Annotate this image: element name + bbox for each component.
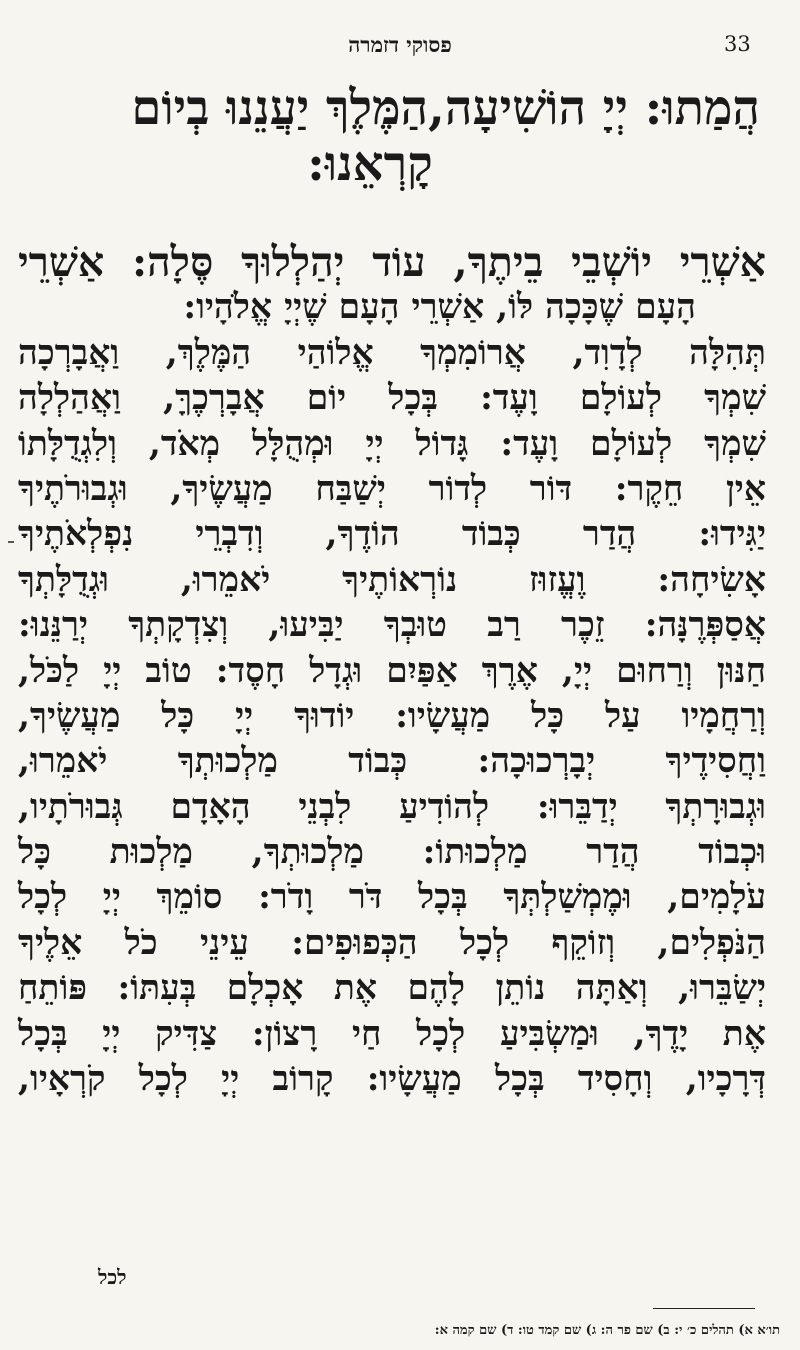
text-line-8: אָשִׂיחָה: וֶעֱזוּז נוֹרְאוֹתֶיךָ יֹאמֵרוּ, וּגְדֻלָּתְךָ bbox=[18, 559, 766, 600]
text-line-14: וּכְבוֹד הֲדַר מַלְכוּתוֹ: מַלְכוּתְךָ, מַלְכוּת כָּל bbox=[18, 832, 766, 873]
text-line-17: יְשַׂבֵּרוּ, וְאַתָּה נוֹתֵן לָהֶם אֶת אָכְלָם בְּעִתּוֹ: פּוֹתֵחַ bbox=[18, 968, 766, 1009]
text-line-6: אֵין חֵקֶר: דּוֹר לְדוֹר יְשַׁבַּח מַעֲשֶׂיךָ, וּגְבוּרֹתֶיךָ bbox=[18, 468, 766, 509]
footnotes: תו׳א א) תהלים כ׳ י: ב) שם פר ה: ג) שם קמד טו: ד) שם קמה א: bbox=[434, 1323, 780, 1338]
running-title: פסוקי דזמרה bbox=[348, 32, 452, 57]
text-line-10: חַנּוּן וְרַחוּם יְיָ, אֶרֶךְ אַפַּיִם וּגְדָל חָסֶד: טוֹב יְיָ לַכֹּל, bbox=[18, 650, 766, 691]
text-line-3: תְּהִלָּה לְדָוִד, אֲרוֹמִמְךָ אֱלוֹהַי הַמֶּלֶךְ, וַאֲבָרְכָה bbox=[18, 332, 766, 373]
text-line-2: הָעָם שֶׁכָּכָה לּוֹ, אַשְׁרֵי הָעָם שֶׁיְיָ אֱלֹהָיו: bbox=[183, 287, 696, 328]
catchword: לכל bbox=[98, 1265, 127, 1289]
heading-line-1: הֲמַתוּ: יְיָ הוֹשִׁיעָה,הַמֶּלֶךְ יַעֲנֵנוּ בְיוֹם bbox=[131, 80, 760, 136]
text-line-19: דְּרָכָיו, וְחָסִיד בְּכָל מַעֲשָׂיו: קָרוֹב יְיָ לְכָל קֹרְאָיו, bbox=[18, 1059, 766, 1100]
text-line-13: וּגְבוּרָתְךָ יְדַבֵּרוּ: לְהוֹדִיעַ לִבְנֵי הָאָדָם גְּבוּרֹתָיו, bbox=[18, 786, 766, 827]
text-line-11: וְרַחֲמָיו עַל כָּל מַעֲשָׂיו: יוֹדוּךָ יְיָ כָּל מַעֲשֶׂיךָ, bbox=[18, 695, 766, 736]
heading-line-2: קָרְאֵנוּ: bbox=[307, 136, 433, 192]
text-line-9: אֲסַפְּרֶנָּה: זֵכֶר רַב טוּבְךָ יַבִּיעוּ, וְצִדְקָתְךָ יְרַנֵּנוּ: bbox=[18, 605, 766, 646]
text-line-12: וַחֲסִידֶיךָ יְבָרְכוּכָה: כְּבוֹד מַלְכוּתְךָ יֹאמֵרוּ, bbox=[18, 741, 766, 782]
text-line-15: עֹלָמִים, וּמֶמְשַׁלְתְּךָ בְּכָל דֹּר וָדֹר: סוֹמֵךְ יְיָ לְכָל bbox=[18, 877, 766, 918]
text-line-18: אֶת יָדֶךָ, וּמַשְׂבִּיעַ לְכָל חַי רָצוֹן: צַדִּיק יְיָ בְּכָל bbox=[18, 1013, 766, 1054]
ashrei-text-body bbox=[18, 240, 766, 1102]
text-line-1: אַשְׁרֵי יוֹשְׁבֵי בֵיתֶךָ, עוֹד יְהַלְלוּךָ סֶּלָה: אַשְׁרֵי bbox=[18, 238, 766, 286]
opening-verse-heading bbox=[20, 80, 760, 192]
page-number: 33 bbox=[724, 32, 751, 56]
footnote-rule bbox=[653, 1308, 755, 1309]
margin-mark bbox=[8, 541, 14, 543]
text-line-4: שִׁמְךָ לְעוֹלָם וָעֶד: בְּכָל יוֹם אֲבָרְכֶךָּ, וַאֲהַלְלָה bbox=[18, 378, 766, 419]
text-line-16: הַנֹּפְלִים, וְזוֹקֵף לְכָל הַכְּפוּפִים: עֵינֵי כֹל אֵלֶיךָ bbox=[18, 922, 766, 963]
running-head bbox=[0, 28, 800, 68]
text-line-7: יַגִּידוּ: הֲדַר כְּבוֹד הוֹדֶךָ, וְדִבְרֵי נִפְלְאֹתֶיךָ bbox=[18, 514, 766, 555]
text-line-5: שִׁמְךָ לְעוֹלָם וָעֶד: גָּדוֹל יְיָ וּמְהֻלָּל מְאֹד, וְלִגְדֻלָּתוֹ bbox=[18, 423, 766, 464]
